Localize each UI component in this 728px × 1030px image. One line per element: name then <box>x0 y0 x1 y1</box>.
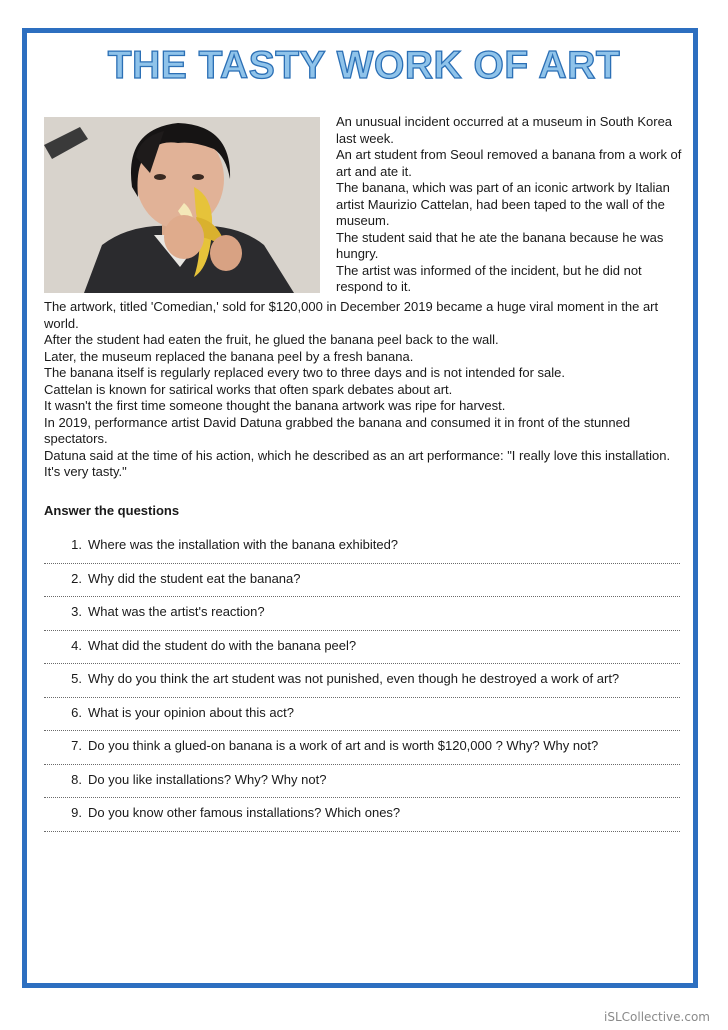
body-line: In 2019, performance artist David Datuna grabbed the banana and consumed it in front of the stunned spectators. <box>44 414 631 446</box>
intro-paragraph <box>336 114 686 296</box>
intro-line: The student said that he ate the banana because he was hungry. <box>336 229 664 261</box>
question-text: Where was the installation with the banana exhibited? <box>88 537 399 552</box>
article-photo <box>44 117 320 293</box>
question-number: 1. <box>71 537 82 552</box>
intro-line: An art student from Seoul removed a banana from a work of art and ate it. <box>336 147 682 179</box>
question-item[interactable] <box>44 798 680 832</box>
question-item[interactable] <box>44 664 680 698</box>
question-number: 7. <box>71 738 82 753</box>
question-text: Do you think a glued-on banana is a work of art and is worth $120,000 ? Why? Why not? <box>88 738 599 753</box>
question-text: Do you know other famous installations? Which ones? <box>88 805 401 820</box>
question-text: What is your opinion about this act? <box>88 704 294 720</box>
question-number: 8. <box>71 771 82 787</box>
body-line: After the student had eaten the fruit, he glued the banana peel back to the wall. <box>44 332 499 347</box>
article-body <box>44 299 684 481</box>
question-text: Why do you think the art student was not punished, even though he destroyed a work of art? <box>88 671 620 686</box>
question-number: 9. <box>71 805 82 820</box>
body-line: Later, the museum replaced the banana peel by a fresh banana. <box>44 348 414 364</box>
question-item[interactable] <box>44 597 680 631</box>
question-text: Do you like installations? Why? Why not? <box>88 771 327 787</box>
body-line: The artwork, titled 'Comedian,' sold for $120,000 in December 2019 became a huge viral moment in the art world. <box>44 299 659 331</box>
question-number: 5. <box>71 671 82 686</box>
questions-heading: Answer the questions <box>44 503 180 518</box>
question-item[interactable] <box>44 564 680 598</box>
question-number: 6. <box>71 704 82 720</box>
body-line: It wasn't the first time someone thought the banana artwork was ripe for harvest. <box>44 398 506 413</box>
page-title: THE TASTY WORK OF ART <box>107 44 621 87</box>
body-line: Cattelan is known for satirical works that often spark debates about art. <box>44 381 453 397</box>
question-item[interactable] <box>44 698 680 732</box>
question-text: Why did the student eat the banana? <box>88 570 301 586</box>
question-text: What was the artist's reaction? <box>88 604 265 619</box>
intro-line: The banana, which was part of an iconic artwork by Italian artist Maurizio Cattelan, had been taped to the wall of the museum. <box>336 180 670 228</box>
question-number: 4. <box>71 637 82 653</box>
question-text: What did the student do with the banana peel? <box>88 637 357 653</box>
question-item[interactable] <box>44 765 680 799</box>
intro-line: The artist was informed of the incident, but he did not respond to it. <box>336 262 642 294</box>
question-number: 3. <box>71 604 82 619</box>
body-line: The banana itself is regularly replaced every two to three days and is not intended for sale. <box>44 365 566 380</box>
question-item[interactable] <box>44 731 680 765</box>
watermark: iSLCollective.com <box>604 1010 710 1024</box>
intro-line: An unusual incident occurred at a museum in South Korea last week. <box>336 114 673 146</box>
questions-list <box>44 530 680 832</box>
question-item[interactable] <box>44 631 680 665</box>
question-item[interactable] <box>44 530 680 564</box>
body-line: Datuna said at the time of his action, which he described as an art performance: "I really love this installation. It's very tasty." <box>44 447 671 479</box>
question-number: 2. <box>71 570 82 586</box>
